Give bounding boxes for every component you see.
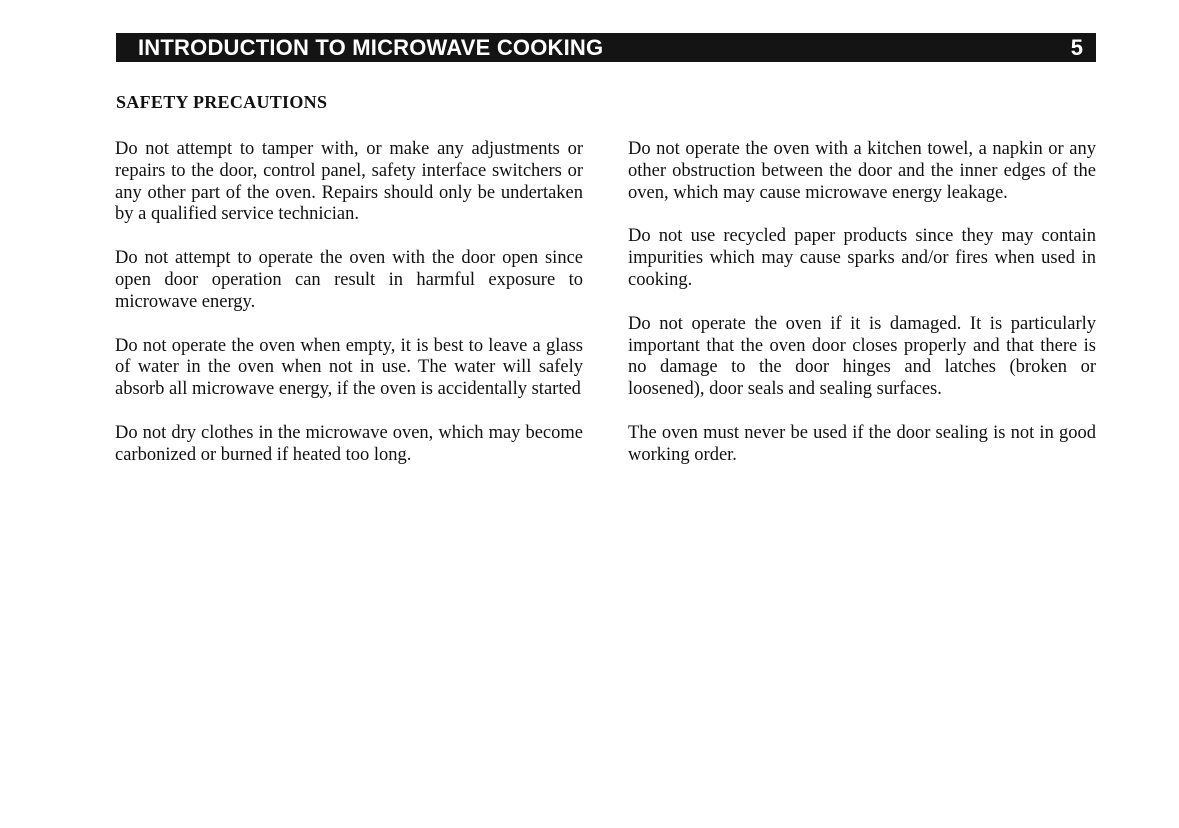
paragraph-obstruction-warning: Do not operate the oven with a kitchen towel, a napkin or any other obstruction between the door and the inner edges of the oven, which may cause microwave energy leakage. — [628, 139, 1096, 203]
paragraph-damaged-oven-warning: Do not operate the oven if it is damaged. It is particularly important that the oven door closes properly and that there is no damage to the door hinges and latches (broken or loosened), door seals and sealing surfaces. — [628, 313, 1096, 400]
chapter-title: INTRODUCTION TO MICROWAVE COOKING — [138, 35, 604, 60]
paragraph-empty-oven-warning: Do not operate the oven when empty, it is best to leave a glass of water in the oven when not in use. The water will safely absorb all microwave energy, if the oven is accidentally started — [115, 335, 583, 400]
chapter-header-bar — [116, 33, 1096, 62]
left-column — [115, 139, 583, 489]
right-column — [628, 139, 1096, 489]
paragraph-door-sealing-warning: The oven must never be used if the door sealing is not in good working order. — [628, 422, 1096, 465]
page-number: 5 — [1070, 35, 1083, 60]
paragraph-dry-clothes-warning: Do not dry clothes in the microwave oven, which may become carbonized or burned if heated too long. — [115, 422, 583, 465]
paragraph-tamper-warning: Do not attempt to tamper with, or make any adjustments or repairs to the door, control panel, safety interface switchers or any other part of the oven. Repairs should only be undertaken by a qualified service technician. — [115, 139, 583, 225]
paragraph-open-door-warning: Do not attempt to operate the oven with the door open since open door operation can result in harmful exposure to microwave energy. — [115, 248, 583, 312]
section-heading: SAFETY PRECAUTIONS — [116, 92, 328, 112]
paragraph-recycled-paper-warning: Do not use recycled paper products since they may contain impurities which may cause sparks and/or fires when used in cooking. — [628, 226, 1096, 290]
